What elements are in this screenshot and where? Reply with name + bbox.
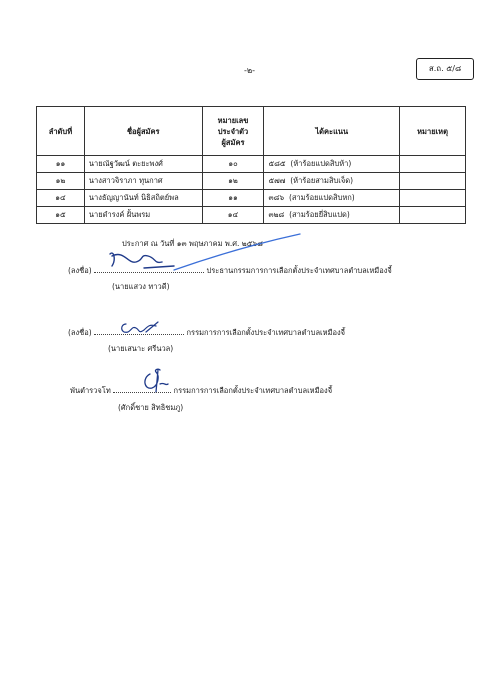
cell-order: ๑๒ bbox=[37, 173, 85, 190]
cell-score bbox=[264, 173, 400, 190]
table-row bbox=[37, 190, 466, 207]
signature-prefix: (ลงชื่อ) bbox=[68, 266, 92, 275]
cell-note bbox=[400, 207, 466, 224]
cell-number: ๑๑ bbox=[202, 190, 264, 207]
header-note: หมายเหตุ bbox=[400, 107, 466, 156]
signer-name-police: (ศักดิ์ชาย สิทธิชมภู) bbox=[118, 403, 184, 412]
signature-line-member bbox=[68, 326, 345, 339]
cell-number: ๑๒ bbox=[202, 173, 264, 190]
page-number: -๒- bbox=[243, 66, 256, 75]
score-text: (สามร้อยยี่สิบแปด) bbox=[289, 210, 350, 219]
cell-order: ๑๑ bbox=[37, 156, 85, 173]
signature-role: กรรมการการเลือกตั้งประจำเทศบาลตำบลเหมืองจี้ bbox=[186, 328, 346, 337]
header-number-line1: หมายเลข bbox=[217, 115, 249, 125]
results-table bbox=[36, 106, 466, 224]
header-name: ชื่อผู้สมัคร bbox=[84, 107, 202, 156]
header-number bbox=[202, 107, 264, 156]
signature-dotted-line bbox=[94, 264, 204, 273]
score-text: (สามร้อยแปดสิบหก) bbox=[288, 193, 355, 202]
signature-prefix: พันตำรวจโท bbox=[70, 386, 111, 395]
score-value: ๓๘๖ bbox=[268, 193, 285, 202]
signature-dotted-line bbox=[94, 326, 184, 335]
signature-line-police bbox=[70, 384, 332, 397]
cell-number: ๑๐ bbox=[202, 156, 264, 173]
header-number-line2: ประจำตัว bbox=[217, 126, 249, 136]
cell-number: ๑๔ bbox=[202, 207, 264, 224]
table-row bbox=[37, 156, 466, 173]
table-row bbox=[37, 207, 466, 224]
cell-name: นางสาวจิราภา ทุนกาศ bbox=[84, 173, 202, 190]
score-value: ๕๘๕ bbox=[268, 159, 286, 168]
score-text: (ห้าร้อยแปดสิบห้า) bbox=[290, 159, 352, 168]
cell-score bbox=[264, 207, 400, 224]
cell-note bbox=[400, 190, 466, 207]
header-number-line3: ผู้สมัคร bbox=[221, 137, 245, 147]
signature-role: กรรมการการเลือกตั้งประจำเทศบาลตำบลเหมืองจี้ bbox=[173, 386, 333, 395]
header-order: ลำดับที่ bbox=[37, 107, 85, 156]
score-value: ๓๒๘ bbox=[268, 210, 285, 219]
cell-name: นางธัญญานันท์ นิธิสถิตย์พล bbox=[84, 190, 202, 207]
cell-note bbox=[400, 156, 466, 173]
signer-name-chairman: (นายแสวง ทาวดี) bbox=[112, 282, 170, 291]
form-code-box: ส.ถ. ๕/๘ bbox=[416, 58, 474, 80]
cell-score bbox=[264, 156, 400, 173]
cell-order: ๑๕ bbox=[37, 207, 85, 224]
cell-score bbox=[264, 190, 400, 207]
score-value: ๕๗๗ bbox=[268, 176, 286, 185]
cell-name: นายณัฐวัฒน์ ตะยะพงศ์ bbox=[84, 156, 202, 173]
announcement-date: ประกาศ ณ วันที่ ๑๓ พฤษภาคม พ.ศ. ๒๕๖๘ bbox=[122, 239, 263, 248]
cell-order: ๑๔ bbox=[37, 190, 85, 207]
cell-note bbox=[400, 173, 466, 190]
header-score: ได้คะแนน bbox=[264, 107, 400, 156]
signature-line-chairman bbox=[68, 264, 392, 277]
table-header-row bbox=[37, 107, 466, 156]
signature-prefix: (ลงชื่อ) bbox=[68, 328, 92, 337]
signature-dotted-line bbox=[113, 384, 171, 393]
table-row bbox=[37, 173, 466, 190]
score-text: (ห้าร้อยสามสิบเจ็ด) bbox=[290, 176, 354, 185]
cell-name: นายดำรงค์ ฝั้นพรม bbox=[84, 207, 202, 224]
signer-name-member: (นายเสนาะ ศรีนวล) bbox=[108, 344, 174, 353]
signature-role: ประธานกรรมการการเลือกตั้งประจำเทศบาลตำบลเหมืองจี้ bbox=[206, 266, 392, 275]
